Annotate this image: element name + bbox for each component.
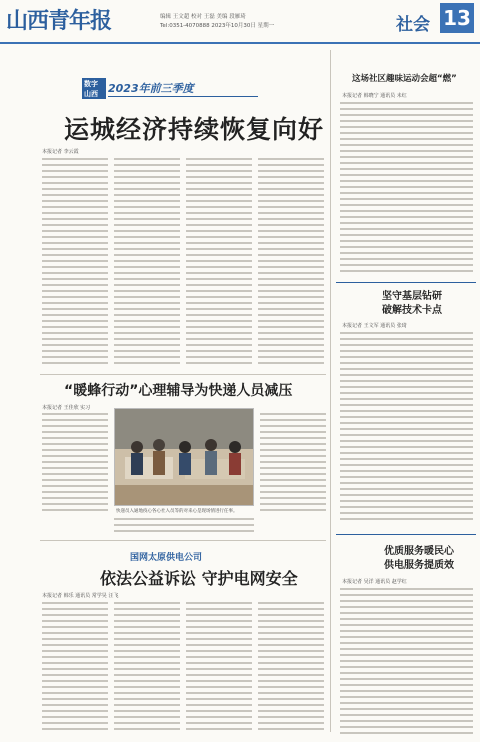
article2-body-col1 bbox=[42, 413, 108, 511]
article1-headline: 运城经济持续恢复向好 bbox=[64, 115, 325, 144]
section-title: 社会 bbox=[396, 15, 430, 35]
masthead-info-line1: 编辑 王文超 校对 王磊 美编 段雁琦 bbox=[160, 14, 246, 20]
sidebar2-byline: 本报记者 王文军 通讯员 张琦 bbox=[342, 323, 407, 329]
sidebar1-byline: 本报记者 韩晓宁 通讯员 未红 bbox=[342, 93, 407, 99]
article1-byline: 本报记者 李云霞 bbox=[42, 149, 79, 155]
article2-photo bbox=[114, 408, 254, 506]
article1-kicker: 2023年前三季度 bbox=[108, 82, 194, 95]
article3-body-col4 bbox=[258, 602, 324, 734]
sidebar3-byline: 本报记者 吴洋 通讯员 赵学红 bbox=[342, 579, 407, 585]
article1-body-col1 bbox=[42, 158, 108, 368]
article3-body-col1 bbox=[42, 602, 108, 734]
article1-body-col3 bbox=[186, 158, 252, 368]
article2-body-col4 bbox=[260, 413, 326, 511]
article3-kicker: 国网太原供电公司 bbox=[130, 553, 203, 563]
page-number: 13 bbox=[440, 3, 474, 33]
badge-bottom-text: 山西 bbox=[84, 90, 98, 98]
article2-headline: “暖蜂行动”心理辅导为快递人员减压 bbox=[64, 383, 293, 399]
sidebar-separator-1 bbox=[336, 282, 476, 283]
sidebar3-headline-line2: 供电服务提质效 bbox=[384, 560, 454, 571]
masthead-info-line2: Tel:0351-4070888 2023年10月30日 星期一 bbox=[160, 23, 275, 29]
article3-byline: 本报记者 韩乐 通讯员 常学昊 汪飞 bbox=[42, 593, 119, 599]
kicker-underline bbox=[108, 96, 258, 97]
article3-body-col3 bbox=[186, 602, 252, 734]
sidebar2-headline-line2: 破解技术卡点 bbox=[382, 305, 442, 316]
article3-body-col2 bbox=[114, 602, 180, 734]
sidebar3-body bbox=[340, 588, 473, 734]
sidebar1-body bbox=[340, 102, 473, 272]
article-separator-2 bbox=[40, 540, 326, 541]
article2-byline: 本报记者 王佳欣 实习 bbox=[42, 405, 91, 411]
article1-body-col2 bbox=[114, 158, 180, 368]
article1-body-col4 bbox=[258, 158, 324, 368]
article2-body-below-photo bbox=[114, 518, 254, 534]
newspaper-logo: 山西青年报 bbox=[6, 8, 112, 34]
badge-top-text: 数字 bbox=[84, 80, 98, 88]
sidebar-separator-2 bbox=[336, 534, 476, 535]
sidebar2-body bbox=[340, 332, 473, 524]
sidebar2-headline-line1: 坚守基层钻研 bbox=[382, 291, 442, 302]
column-divider bbox=[330, 50, 331, 732]
sidebar1-headline: 这场社区趣味运动会超“燃” bbox=[352, 74, 457, 84]
article3-headline: 依法公益诉讼 守护电网安全 bbox=[100, 569, 298, 588]
article-separator-1 bbox=[40, 374, 326, 375]
photo-caption: 快递员入通地疫心各心社入员等的对来心是现场情进行任事。 bbox=[116, 509, 238, 514]
sidebar3-headline-line1: 优质服务暖民心 bbox=[384, 546, 454, 557]
